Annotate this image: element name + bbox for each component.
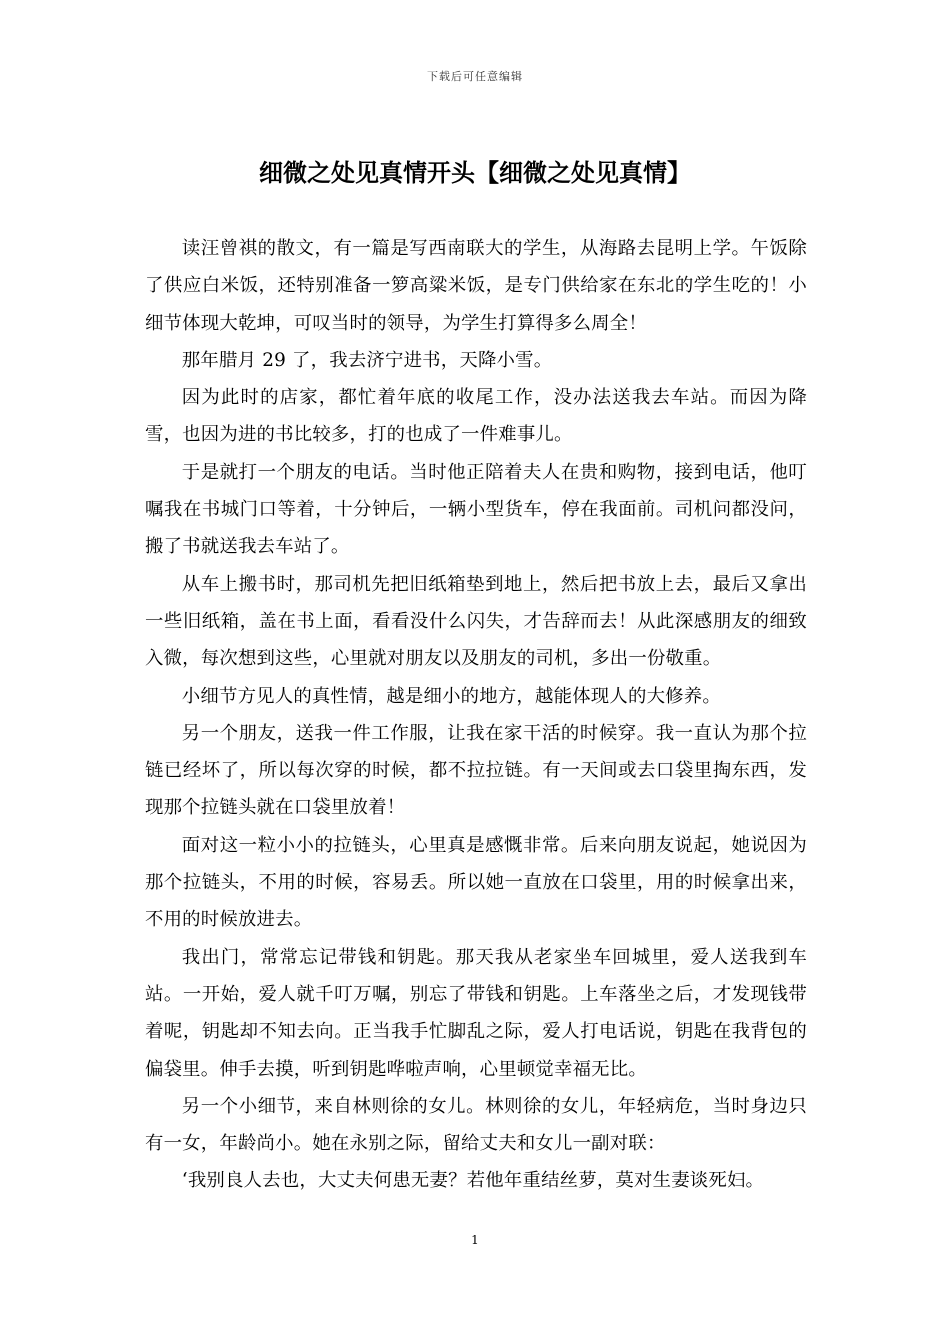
- paragraph: 小细节方见人的真性情，越是细小的地方，越能体现人的大修养。: [181, 685, 721, 707]
- paragraph: 另一个朋友，送我一件工作服，让我在家干活的时候穿。我一直认为那个拉链已经坏了，所以每次穿的时候，都不拉拉链。有一天间或去口袋里掏东西，发现那个拉链头就在口袋里放着！: [145, 722, 807, 819]
- document-header-note: 下载后可任意编辑: [427, 70, 523, 83]
- paragraph: 那年腊月 29 了，我去济宁进书，天降小雪。: [181, 349, 553, 371]
- paragraph: ‘我别良人去也，大丈夫何患无妻？若他年重结丝萝，莫对生妻谈死妇。: [181, 1170, 765, 1192]
- paragraph: 从车上搬书时，那司机先把旧纸箱垫到地上，然后把书放上去，最后又拿出一些旧纸箱，盖在书上面，看看没什么闪失，才告辞而去！从此深感朋友的细致入微，每次想到这些，心里就对朋友以及朋友的司机，多出一份敬重。: [145, 573, 807, 670]
- page-number: 1: [471, 1233, 479, 1247]
- paragraph: 我出门，常常忘记带钱和钥匙。那天我从老家坐车回城里，爱人送我到车站。一开始，爱人就千叮万嘱，别忘了带钱和钥匙。上车落坐之后，才发现钱带着呢，钥匙却不知去向。正当我手忙脚乱之际，爱人打电话说，钥匙在我背包的偏袋里。伸手去摸，听到钥匙哗啦声响，心里顿觉幸福无比。: [145, 946, 807, 1080]
- document-title: 细微之处见真情开头【细微之处见真情】: [259, 158, 691, 187]
- document-body: [145, 230, 807, 1200]
- paragraph: 于是就打一个朋友的电话。当时他正陪着夫人在贵和购物，接到电话，他叮嘱我在书城门口等着，十分钟后，一辆小型货车，停在我面前。司机问都没问，搬了书就送我去车站了。: [145, 461, 807, 558]
- paragraph: 另一个小细节，来自林则徐的女儿。林则徐的女儿，年轻病危，当时身边只有一女，年龄尚小。她在永别之际，留给丈夫和女儿一副对联：: [145, 1095, 807, 1155]
- paragraph: 面对这一粒小小的拉链头，心里真是感慨非常。后来向朋友说起，她说因为那个拉链头，不用的时候，容易丢。所以她一直放在口袋里，用的时候拿出来，不用的时候放进去。: [145, 834, 807, 931]
- paragraph: 因为此时的店家，都忙着年底的收尾工作，没办法送我去车站。而因为降雪，也因为进的书比较多，打的也成了一件难事儿。: [145, 387, 807, 446]
- paragraph: 读汪曾祺的散文，有一篇是写西南联大的学生，从海路去昆明上学。午饭除了供应白米饭，还特别准备一箩高粱米饭，是专门供给家在东北的学生吃的！小细节体现大乾坤，可叹当时的领导，为学生打算得多么周全！: [145, 238, 807, 334]
